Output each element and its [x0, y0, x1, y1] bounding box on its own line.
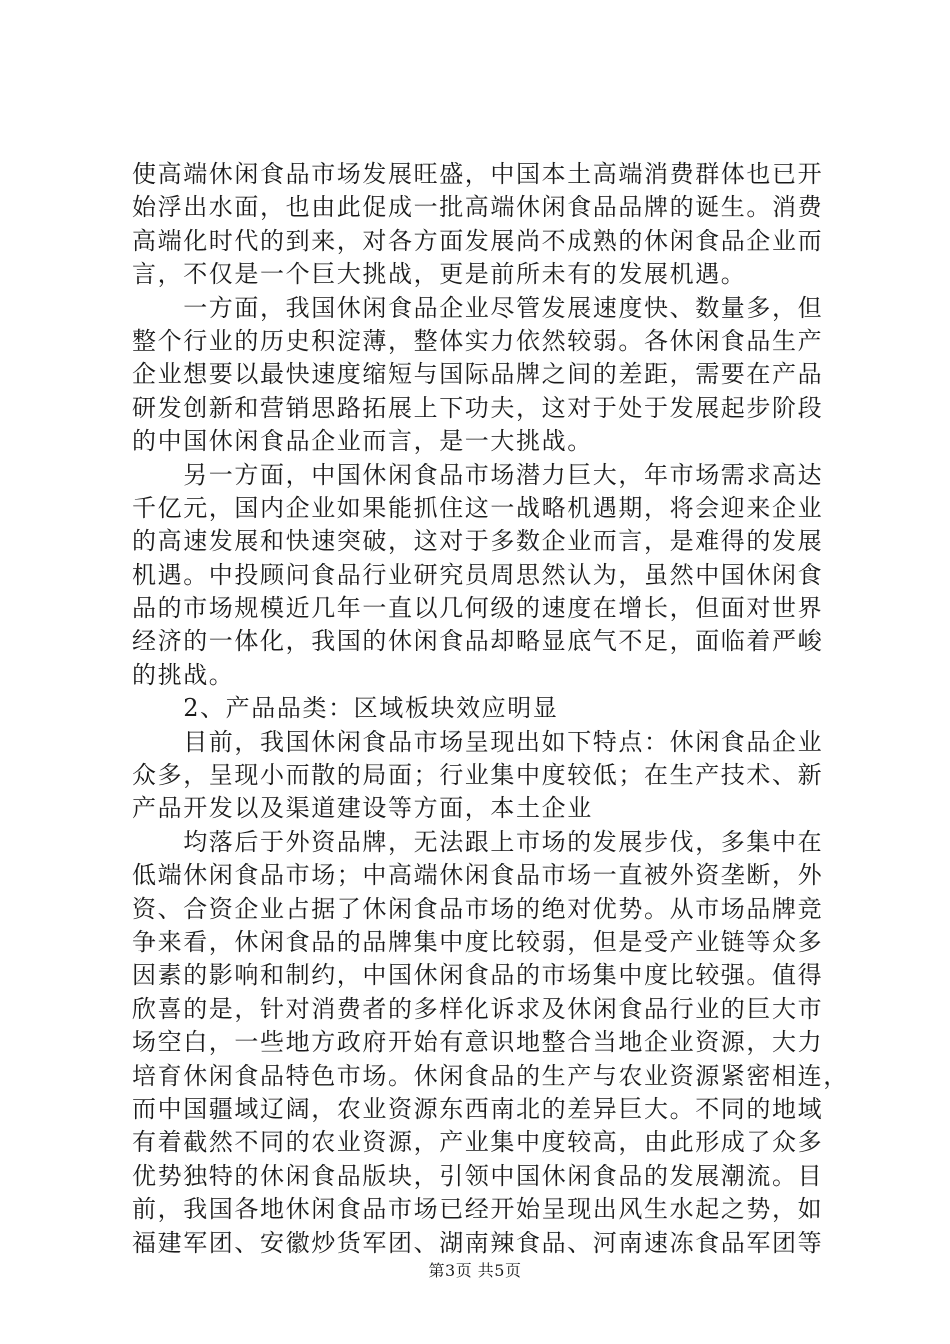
- text-line: 而中国疆域辽阔，农业资源东西南北的差异巨大。不同的地域: [132, 1094, 824, 1123]
- text-line: 目前，我国休闲食品市场呈现出如下特点：休闲食品企业: [132, 727, 824, 756]
- text-line: 高端化时代的到来，对各方面发展尚不成熟的休闲食品企业而: [132, 226, 824, 255]
- text-line: 因素的影响和制约，中国休闲食品的市场集中度比较强。值得: [132, 961, 824, 990]
- text-line: 培育休闲食品特色市场。休闲食品的生产与农业资源紧密相连，: [132, 1061, 849, 1090]
- text-line: 千亿元，国内企业如果能抓住这一战略机遇期，将会迎来企业: [132, 493, 824, 522]
- text-line: 产品开发以及渠道建设等方面，本土企业: [132, 794, 593, 823]
- text-line: 欣喜的是，针对消费者的多样化诉求及休闲食品行业的巨大市: [132, 994, 824, 1023]
- text-line: 的高速发展和快速突破，这对于多数企业而言，是难得的发展: [132, 527, 824, 556]
- text-line: 品的市场规模近几年一直以几何级的速度在增长，但面对世界: [132, 594, 824, 623]
- text-line: 的挑战。: [132, 660, 235, 689]
- text-line: 经济的一体化，我国的休闲食品却略显底气不足，面临着严峻: [132, 627, 824, 656]
- text-line: 2、产品品类：区域板块效应明显: [132, 694, 559, 723]
- text-line: 优势独特的休闲食品版块，引领中国休闲食品的发展潮流。目: [132, 1161, 824, 1190]
- text-line: 整个行业的历史积淀薄，整体实力依然较弱。各休闲食品生产: [132, 326, 824, 355]
- text-line: 另一方面，中国休闲食品市场潜力巨大，年市场需求高达: [132, 460, 824, 489]
- text-line: 众多，呈现小而散的局面；行业集中度较低；在生产技术、新: [132, 761, 824, 790]
- text-line: 始浮出水面，也由此促成一批高端休闲食品品牌的诞生。消费: [132, 193, 824, 222]
- text-line: 研发创新和营销思路拓展上下功夫，这对于处于发展起步阶段: [132, 393, 824, 422]
- text-line: 均落后于外资品牌，无法跟上市场的发展步伐，多集中在: [132, 827, 824, 856]
- text-line: 前，我国各地休闲食品市场已经开始呈现出风生水起之势，如: [132, 1195, 824, 1224]
- text-line: 的中国休闲食品企业而言，是一大挑战。: [132, 427, 593, 456]
- text-line: 争来看，休闲食品的品牌集中度比较弱，但是受产业链等众多: [132, 927, 824, 956]
- body-text: [132, 158, 849, 1260]
- text-line: 福建军团、安徽炒货军团、湖南辣食品、河南速冻食品军团等: [132, 1228, 824, 1257]
- text-line: 有着截然不同的农业资源，产业集中度较高，由此形成了众多: [132, 1128, 824, 1157]
- text-line: 使高端休闲食品市场发展旺盛，中国本土高端消费群体也已开: [132, 160, 824, 188]
- text-line: 一方面，我国休闲食品企业尽管发展速度快、数量多，但: [132, 293, 824, 322]
- text-line: 资、合资企业占据了休闲食品市场的绝对优势。从市场品牌竞: [132, 894, 824, 923]
- page-footer: 第3页 共5页: [428, 1261, 522, 1280]
- text-line: 场空白，一些地方政府开始有意识地整合当地企业资源，大力: [132, 1028, 824, 1057]
- text-line: 企业想要以最快速度缩短与国际品牌之间的差距，需要在产品: [132, 360, 824, 389]
- text-line: 言，不仅是一个巨大挑战，更是前所未有的发展机遇。: [132, 260, 747, 289]
- text-line: 机遇。中投顾问食品行业研究员周思然认为，虽然中国休闲食: [132, 560, 824, 589]
- text-line: 低端休闲食品市场；中高端休闲食品市场一直被外资垄断，外: [132, 861, 824, 890]
